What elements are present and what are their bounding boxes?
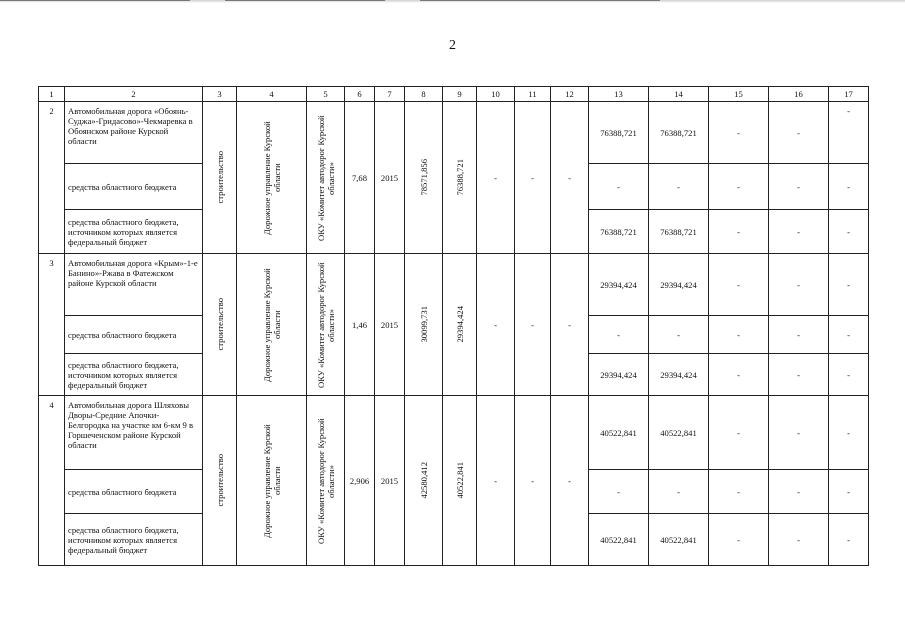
total-cost: 30099,731 [405,254,443,396]
cell-col10: - [477,396,515,566]
work-type: строительство [203,102,237,254]
customer: Дорожное управление Курской области [237,254,307,396]
cell-col15: - [709,102,769,164]
cell-col15: - [709,354,769,396]
cell-col13: - [589,164,649,210]
total-cost: 42580,412 [405,396,443,566]
header-cell: 1 [39,87,65,102]
executor: ОКУ «Комитет автодорог Курской области» [307,254,345,396]
header-cell: 6 [345,87,375,102]
table-row [39,396,869,470]
cost-col9: 29394,424 [443,254,477,396]
cell-col14: 29394,424 [649,254,709,316]
cell-col16: - [769,354,829,396]
header-cell: 10 [477,87,515,102]
funding-source: средства областного бюджета, источником которых является федеральный бюджет [65,210,203,254]
customer: Дорожное управление Курской области [237,396,307,566]
work-type: строительство [203,254,237,396]
cell-col10: - [477,102,515,254]
cell-col13: 40522,841 [589,514,649,566]
cell-col11: - [515,396,551,566]
funding-source: средства областного бюджета [65,470,203,514]
scan-line [0,0,190,1]
cell-col14: 29394,424 [649,354,709,396]
cell-col16: - [769,210,829,254]
executor: ОКУ «Комитет автодорог Курской области» [307,396,345,566]
header-cell: 8 [405,87,443,102]
header-cell: 7 [375,87,405,102]
funding-source: средства областного бюджета [65,164,203,210]
cost-col9: 76388,721 [443,102,477,254]
cell-col17: - [829,514,869,566]
cell-col17: - [829,354,869,396]
header-cell: 15 [709,87,769,102]
funding-source: средства областного бюджета, источником которых является федеральный бюджет [65,514,203,566]
cell-col15: - [709,396,769,470]
length: 2,906 [345,396,375,566]
cell-col14: - [649,316,709,354]
header-cell: 5 [307,87,345,102]
cell-col17: - [829,470,869,514]
total-cost: 78571,856 [405,102,443,254]
cell-col16: - [769,396,829,470]
scan-line [225,0,385,1]
header-cell: 4 [237,87,307,102]
cell-col17: - [829,102,869,164]
funding-source: средства областного бюджета, источником которых является федеральный бюджет [65,354,203,396]
cell-col16: - [769,316,829,354]
year: 2015 [375,254,405,396]
cell-col17: - [829,254,869,316]
cell-col13: 29394,424 [589,254,649,316]
header-cell: 9 [443,87,477,102]
object-name: Автомобильная дорога «Обоянь-Суджа»-Гридасово»-Чекмаревка в Обоянском районе Курской области [65,102,203,164]
cell-col14: - [649,164,709,210]
cell-col13: 29394,424 [589,354,649,396]
year: 2015 [375,396,405,566]
cell-col13: 76388,721 [589,210,649,254]
object-name: Автомобильная дорога Шляховы Дворы-Средние Апочки-Белгородка на участке км 6-км 9 в Горшеченском районе Курской области [65,396,203,470]
cell-col14: - [649,470,709,514]
funding-source: средства областного бюджета [65,316,203,354]
table-row [39,102,869,164]
object-number: 4 [39,396,65,566]
cell-col13: 76388,721 [589,102,649,164]
header-cell: 3 [203,87,237,102]
cell-col15: - [709,254,769,316]
work-type: строительство [203,396,237,566]
customer: Дорожное управление Курской области [237,102,307,254]
executor: ОКУ «Комитет автодорог Курской области» [307,102,345,254]
header-cell: 11 [515,87,551,102]
object-name: Автомобильная дорога «Крым»-1-е Банино»-Ржава в Фатежском районе Курской области [65,254,203,316]
cell-col17: - [829,164,869,210]
header-cell: 16 [769,87,829,102]
cell-col10: - [477,254,515,396]
cell-col14: 40522,841 [649,396,709,470]
cell-col15: - [709,514,769,566]
cell-col16: - [769,470,829,514]
cell-col11: - [515,254,551,396]
cell-col13: - [589,470,649,514]
cell-col14: 40522,841 [649,514,709,566]
length: 1,46 [345,254,375,396]
cell-col16: - [769,102,829,164]
cell-col17: - [829,210,869,254]
cell-col14: 76388,721 [649,102,709,164]
cell-col17: - [829,396,869,470]
scan-line [420,0,660,1]
object-number: 2 [39,102,65,254]
cell-col13: - [589,316,649,354]
cell-col16: - [769,514,829,566]
cell-col17: - [829,316,869,354]
cell-col14: 76388,721 [649,210,709,254]
header-cell: 12 [551,87,589,102]
length: 7,68 [345,102,375,254]
cell-col15: - [709,470,769,514]
cell-col11: - [515,102,551,254]
cell-col12: - [551,396,589,566]
object-number: 3 [39,254,65,396]
header-cell: 14 [649,87,709,102]
cell-col12: - [551,254,589,396]
cell-col13: 40522,841 [589,396,649,470]
header-cell: 17 [829,87,869,102]
header-row [39,87,869,102]
cell-col15: - [709,210,769,254]
table-row [39,254,869,316]
header-cell: 2 [65,87,203,102]
page-number: 2 [449,38,456,53]
year: 2015 [375,102,405,254]
cell-col15: - [709,164,769,210]
cell-col12: - [551,102,589,254]
cell-col15: - [709,316,769,354]
cell-col16: - [769,254,829,316]
header-cell: 13 [589,87,649,102]
cost-col9: 40522,841 [443,396,477,566]
object-table [38,86,869,566]
cell-col16: - [769,164,829,210]
